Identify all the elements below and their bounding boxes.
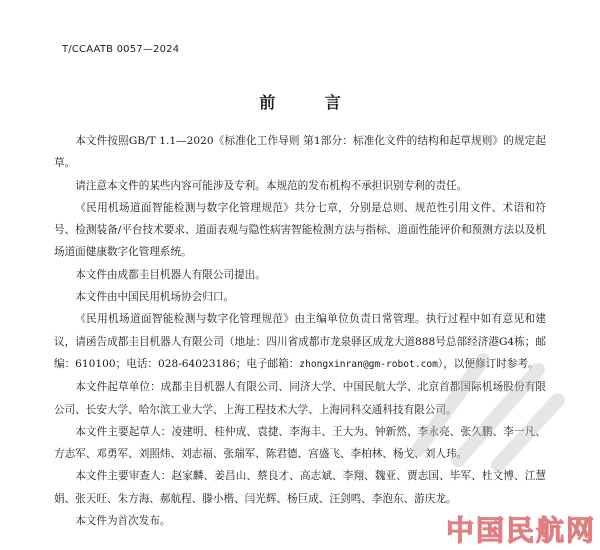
- paragraph-patent-notice: 请注意本文件的某些内容可能涉及专利。本规范的发布机构不承担识别专利的责任。: [75, 179, 468, 192]
- paragraph-proposer: 本文件由成都圭目机器人有限公司提出。: [75, 268, 266, 281]
- paragraph-drafting-rules: 本文件按照GB/T 1.1—2020《标准化工作导则 第1部分：标准化文件的结构和起草规则》的规定起草。: [54, 135, 546, 170]
- contact-text: 《民用机场道面智能检测与数字化管理规范》由主编单位负责日常管理。执行过程中如有意见和建议，请函告成都圭目机器人有限公司（地址：四川省成都市龙泉驿区成龙大道888号总部经济港G4栋；邮编：610100；电话：028-64023186；电子邮箱：: [54, 313, 546, 370]
- paragraph-main-drafters: 本文件主要起草人：凌建明、桂仲成、袁捷、李海丰、王大为、钟新然、李永亮、张久鹏、李一凡、方志军、邓勇军、刘照炜、刘志福、张瑞军、陈君德、宫盛飞、李柏林、杨戈、刘人玮。: [54, 425, 546, 461]
- paragraph-chapter-overview: 《民用机场道面智能检测与数字化管理规范》共分七章，分别是总则、规范性引用文件、术语和符号、检测装备/平台技术要求、道面表观与隐性病害智能检测方法与指标、道面性能评价和预测方法以及机场道面健康数字化管理系统。: [54, 201, 546, 259]
- paragraph-first-release: 本文件为首次发布。: [75, 515, 171, 528]
- paragraph-contact: [54, 308, 546, 376]
- contact-text-end: ），以便修订时参考。: [437, 357, 539, 370]
- standard-code: T/CCAATB 0057—2024: [62, 44, 180, 55]
- document-body: [54, 130, 546, 532]
- paragraph-main-reviewers: 本文件主要审查人：赵家麟、姜昌山、蔡良才、高志斌、李翔、魏亚、贾志国、毕军、杜文博、江慧娟、张天旺、朱方海、郝航程、滕小楷、闫光辉、杨巨成、汪剑鸣、李泡东、游庆龙。: [54, 470, 546, 505]
- svg-text:中国民航网: 中国民航网: [445, 514, 596, 546]
- paragraph-drafting-units: 本文件起草单位：成都圭目机器人有限公司、同济大学、中国民航大学、北京首都国际机场股份有限公司、长安大学、哈尔滨工业大学、上海工程技术大学、上海同科交通科技有限公司。: [54, 381, 546, 416]
- contact-email: zhongxinran@gm-robot.com: [299, 358, 438, 370]
- paragraph-governing-body: 本文件由中国民用机场协会归口。: [75, 291, 235, 304]
- page-title: 前 言: [259, 93, 363, 112]
